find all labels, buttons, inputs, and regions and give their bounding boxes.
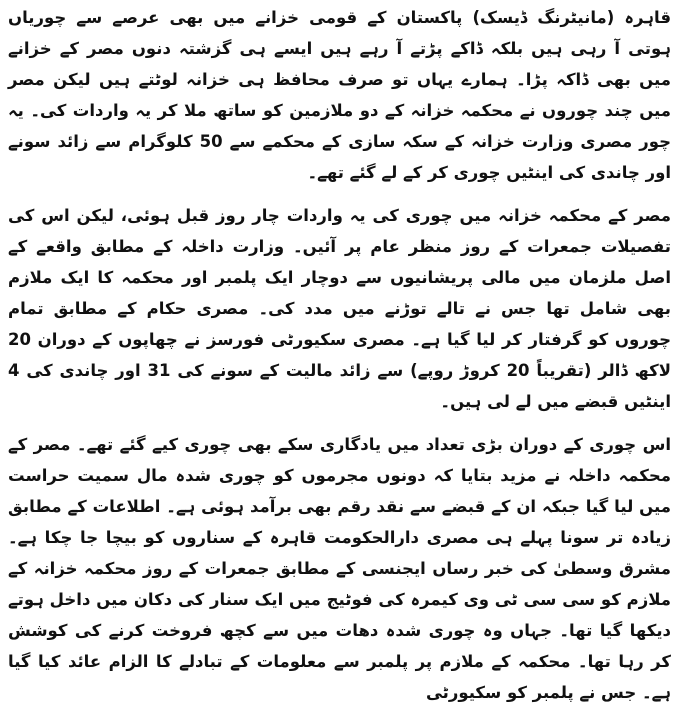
article-paragraph-3: اس چوری کے دوران بڑی تعداد میں یادگاری سکے بھی چوری کیے گئے تھے۔ مصر کے محکمہ داخلہ نے مزید بتایا کہ دونوں مجرموں کو چوری شدہ مال سمیت حراست میں لیا گیا جبکہ ان کے قبضے سے نقد رقم بھی برآمد ہوئی ہے۔ اطلاعات کے مطابق زیادہ تر سونا پہلے ہی مصری دارالحکومت قاہرہ کے سناروں کو بیچا جا چکا ہے۔ مشرق وسطیٰ کی خبر رساں ایجنسی کے مطابق جمعرات کے روز محکمہ خزانہ کے ملازم کو سی سی ٹی وی کیمرہ کی فوٹیج میں ایک سنار کی دکان میں داخل ہوتے دیکھا گیا تھا۔ جہاں وہ چوری شدہ دھات میں سے کچھ فروخت کرنے کی کوشش کر رہا تھا۔ محکمہ کے ملازم پر پلمبر سے معلومات کے تبادلے کا الزام عائد کیا گیا ہے۔ جس نے پلمبر کو سکیورٹی (8, 435, 671, 702)
article-paragraph-1: قاہرہ (مانیٹرنگ ڈیسک) پاکستان کے قومی خزانے میں بھی عرصے سے چوریاں ہوتی آ رہی ہیں بلکہ ڈاکے پڑتے آ رہے ہیں ایسے ہی گزشتہ دنوں مصر کے خزانے میں بھی ڈاکہ پڑا۔ ہمارے یہاں تو صرف محافظ ہی خزانہ لوٹتے ہیں لیکن مصر میں چند چوروں نے محکمہ خزانہ کے دو ملازمین کو ساتھ ملا کر یہ واردات کی۔ یہ چور مصری وزارت خزانہ کے سکہ سازی کے محکمے سے 50 کلوگرام سے زائد سونے اور چاندی کی اینٹیں چوری کر کے لے گئے تھے۔ (8, 8, 671, 182)
article-paragraph-2: مصر کے محکمہ خزانہ میں چوری کی یہ واردات چار روز قبل ہوئی، لیکن اس کی تفصیلات جمعرات کے روز منظر عام پر آئیں۔ وزارت داخلہ کے مطابق واقعے کے اصل ملزمان میں مالی پریشانیوں سے دوچار ایک پلمبر اور محکمہ کا ایک ملازم بھی شامل تھا جس نے تالے توڑنے میں مدد کی۔ مصری حکام کے مطابق تمام چوروں کو گرفتار کر لیا گیا ہے۔ مصری سکیورٹی فورسز نے چھاپوں کے دوران 20 لاکھ ڈالر (تقریباً 20 کروڑ روپے) سے زائد مالیت کے سونے کی 31 اور چاندی کی 4 اینٹیں قبضے میں لے لی ہیں۔ (8, 206, 671, 411)
article-body (8, 2, 671, 708)
